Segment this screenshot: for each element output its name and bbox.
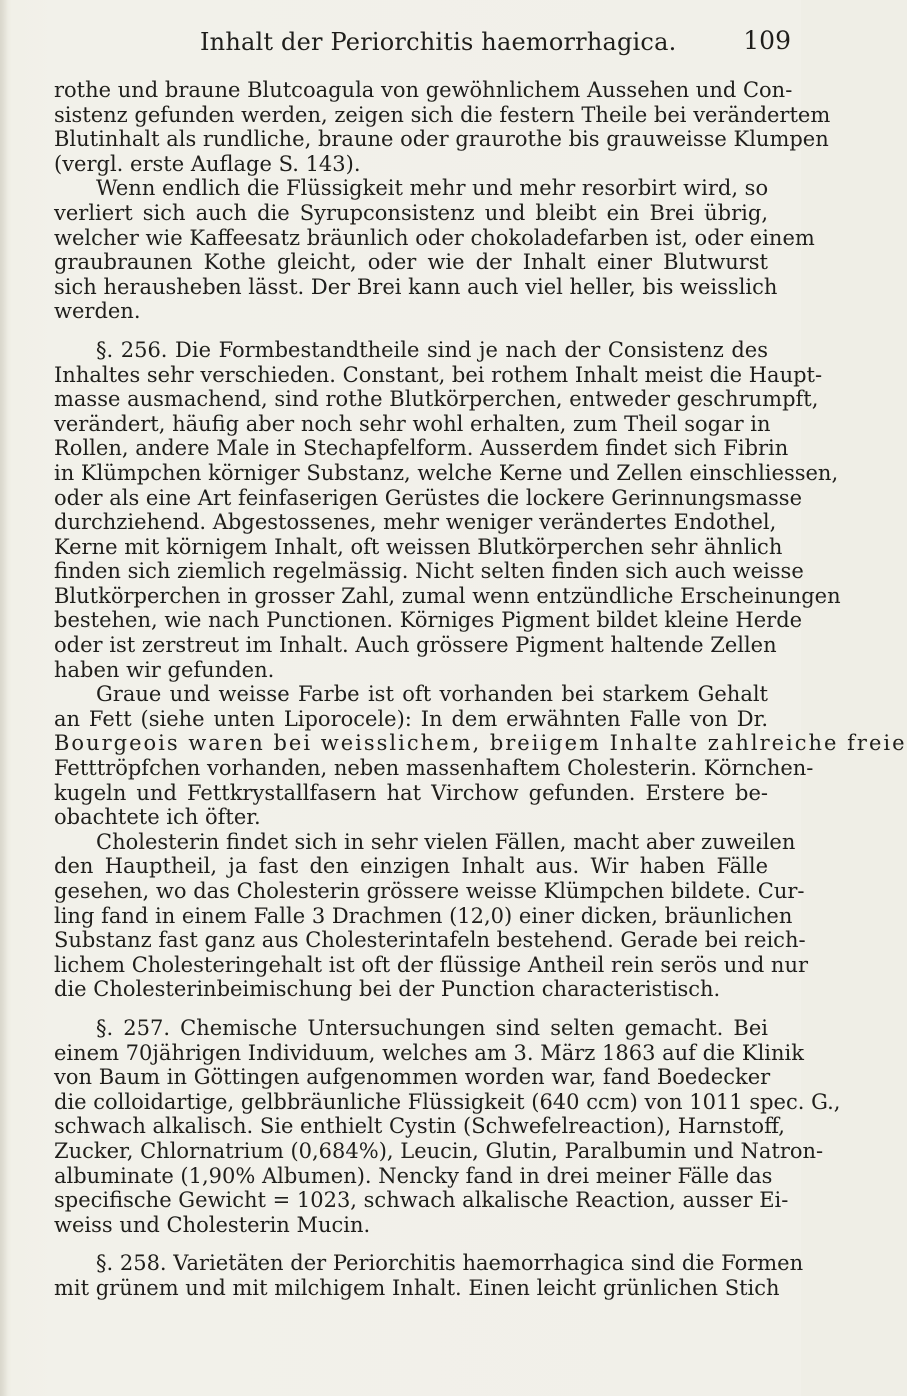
text-line: Fetttröpfchen vorhanden, neben massenhaftem Cholesterin. Körnchen- [54,756,814,781]
section-gap [54,1237,768,1251]
text-line: Cholesterin findet sich in sehr vielen Fällen, macht aber zuweilen [96,829,796,854]
text-line: den Hauptheil, ja fast den einzigen Inhalt aus. Wir haben Fälle [54,854,768,879]
text-line: graubraunen Kothe gleicht, oder wie der Inhalt einer Blutwurst [54,250,768,275]
text-line: oder ist zerstreut im Inhalt. Auch grössere Pigment haltende Zellen [54,633,777,658]
text-line: von Baum in Göttingen aufgenommen worden war, fand Boedecker [54,1065,771,1090]
text-line: sistenz gefunden werden, zeigen sich die festern Theile bei verändertem [54,102,831,127]
text-line: ling fand in einem Falle 3 Drachmen (12,0) einer dicken, bräunlichen [54,903,793,928]
text-line: in Klümpchen körniger Substanz, welche Kerne und Zellen einschliessen, [54,460,839,485]
text-line: haben wir gefunden. [54,657,275,682]
section-257-start: §. 257. Chemische Untersuchungen sind selten gemacht. Bei [96,1015,768,1040]
running-title: Inhalt der Periorchitis haemorrhagica. [200,28,677,56]
text-line: Graue und weisse Farbe ist oft vorhanden bei starkem Gehalt [96,682,768,707]
section-gap [54,1002,768,1016]
text-line: gesehen, wo das Cholesterin grössere weisse Klümpchen bildete. Cur- [54,879,805,903]
text-line: oder als eine Art feinfaserigen Gerüstes die lockere Gerinnungsmasse [54,485,803,510]
text-line: werden. [54,299,141,324]
text-line: Blutkörperchen in grosser Zahl, zumal wenn entzündliche Erscheinungen [54,583,841,608]
text-line: die Cholesterinbeimischung bei der Punction characteristisch. [54,977,721,1002]
text-line: Bourgeois waren bei weisslichem, breiigem Inhalte zahlreiche freie [54,731,907,756]
page-number: 109 [743,26,791,55]
section-gap [54,324,768,338]
text-line: Kerne mit körnigem Inhalt, oft weissen Blutkörperchen sehr ähnlich [54,534,783,559]
text-line: Substanz fast ganz aus Cholesterintafeln bestehend. Gerade bei reich- [54,928,806,953]
text-line: kugeln und Fettkrystallfasern hat Virchow gefunden. Erstere be- [54,780,768,805]
text-line: albuminate (1,90% Albumen). Nencky fand in drei meiner Fälle das [54,1163,773,1188]
text-line: (vergl. erste Auflage S. 143). [54,151,361,176]
text-line: mit grünem und mit milchigem Inhalt. Einen leicht grünlichen Stich [54,1275,780,1300]
page-header [0,14,801,56]
text-line: sich herausheben lässt. Der Brei kann auch viel heller, bis weisslich [54,274,778,299]
text-line: schwach alkalisch. Sie enthielt Cystin (Schwefelreaction), Harnstoff, [54,1114,785,1139]
text-line: finden sich ziemlich regelmässig. Nicht selten finden sich auch weisse [54,559,804,584]
text-line: bestehen, wie nach Punctionen. Körniges Pigment bildet kleine Herde [54,608,803,633]
text-line: rothe und braune Blutcoagula von gewöhnlichem Aussehen und Con- [54,78,793,102]
text-line: durchziehend. Abgestossenes, mehr weniger verändertes Endothel, [54,510,777,535]
text-line: weiss und Cholesterin Mucin. [54,1212,371,1237]
text-line: einem 70jährigen Individuum, welches am 3. März 1863 auf die Klinik [54,1040,804,1065]
text-line: Blutinhalt als rundliche, braune oder graurothe bis grauweisse Klumpen [54,127,829,152]
text-line: specifische Gewicht = 1023, schwach alkalische Reaction, ausser Ei- [54,1188,789,1213]
text-line: masse ausmachend, sind rothe Blutkörperchen, entweder geschrumpft, [54,387,819,412]
text-line: Inhaltes sehr verschieden. Constant, bei rothem Inhalt meist die Haupt- [54,362,823,387]
text-line: verändert, häufig aber noch sehr wohl erhalten, zum Theil sogar in [54,411,771,436]
section-258-start: §. 258. Varietäten der Periorchitis haemorrhagica sind die Formen [96,1251,804,1276]
text-line: Wenn endlich die Flüssigkeit mehr und mehr resorbirt wird, so [96,176,769,201]
text-line: welcher wie Kaffeesatz bräunlich oder chokoladefarben ist, oder einem [54,225,815,250]
text-line: Rollen, andere Male in Stechapfelform. Ausserdem findet sich Fibrin [54,436,789,461]
text-line: Zucker, Chlornatrium (0,684%), Leucin, Glutin, Paralbumin und Natron- [54,1138,824,1163]
text-line: verliert sich auch die Syrupconsistenz und bleibt ein Brei übrig, [54,200,768,225]
body-text [54,78,907,1301]
page-edge-shadow [0,0,8,1396]
text-line: an Fett (siehe unten Liporocele): In dem erwähnten Falle von Dr. [54,706,768,731]
text-line: lichem Cholesteringehalt ist oft der flüssige Antheil rein serös und nur [54,952,809,977]
text-line: die colloidartige, gelbbräunliche Flüssigkeit (640 ccm) von 1011 spec. G., [54,1089,841,1114]
section-256-start: §. 256. Die Formbestandtheile sind je nach der Consistenz des [96,337,768,362]
text-line: obachtete ich öfter. [54,805,261,830]
